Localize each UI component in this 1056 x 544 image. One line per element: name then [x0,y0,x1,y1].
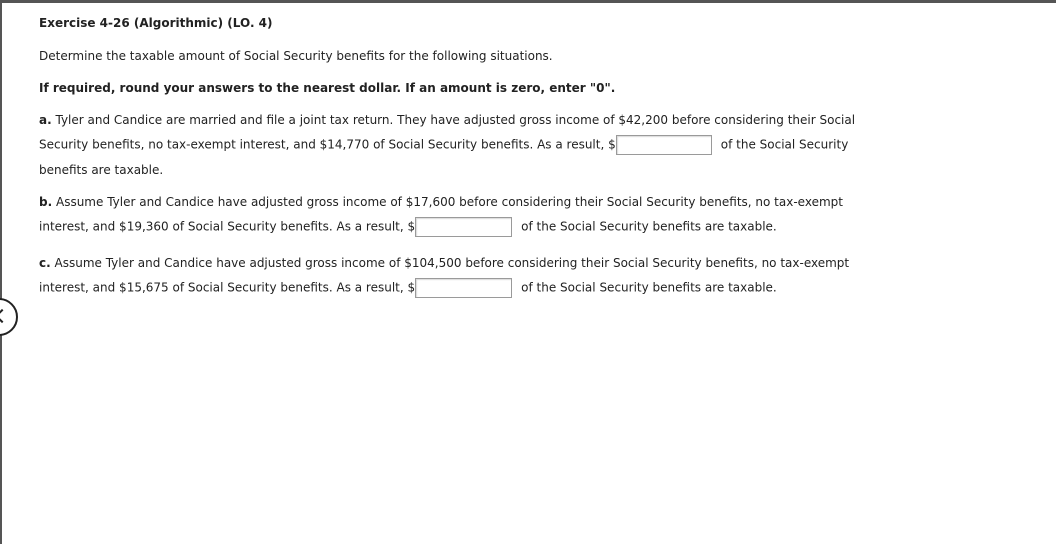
part-a-label: a. [39,113,52,127]
part-a-text-1: Tyler and Candice are married and file a joint tax return. They have adjusted gross income of $42,200 before considering their Social [55,113,856,127]
part-c-text-1: Assume Tyler and Candice have adjusted gross income of $104,500 before considering their Social Security benefits, no tax-exempt [54,256,850,270]
part-c-currency: $ [407,280,416,295]
part-b-text-3: of the Social Security benefits are taxable. [521,219,777,234]
top-border [0,0,1056,3]
part-a-currency: $ [608,137,616,152]
part-a-text-3: of the Social Security [720,137,849,152]
part-c-text-2: interest, and $15,675 of Social Security benefits. As a result, [39,280,408,295]
part-a-line-3: benefits are taxable. [39,163,164,177]
part-c-line-1 [39,255,849,271]
part-a-line-2 [39,135,848,155]
part-b-text-2: interest, and $19,360 of Social Security benefits. As a result, [39,219,408,234]
exercise-title: Exercise 4-26 (Algorithmic) (LO. 4) [39,16,273,30]
rounding-note: If required, round your answers to the nearest dollar. If an amount is zero, enter "0". [39,81,616,95]
part-c-label: c. [39,256,51,270]
part-b-text-1: Assume Tyler and Candice have adjusted gross income of $17,600 before considering their Social Security benefits, no tax-exempt [55,195,843,209]
part-b-line-1 [39,194,843,210]
part-b-label: b. [39,195,53,209]
part-b-answer-input[interactable] [415,217,512,237]
instructions: Determine the taxable amount of Social Security benefits for the following situations. [39,49,553,63]
part-b-line-2 [39,217,777,237]
part-a-text-2: Security benefits, no tax-exempt interest, and $14,770 of Social Security benefits. As a result, [39,137,609,152]
part-c-text-3: of the Social Security benefits are taxable. [521,280,777,295]
part-a-line-1 [39,112,855,128]
previous-nav-button[interactable] [0,298,18,336]
part-c-answer-input[interactable] [415,278,512,298]
chevron-right-icon [0,309,9,323]
part-b-currency: $ [407,219,416,234]
part-c-line-2 [39,278,777,298]
part-a-answer-input[interactable] [616,135,712,155]
left-border [0,0,2,544]
